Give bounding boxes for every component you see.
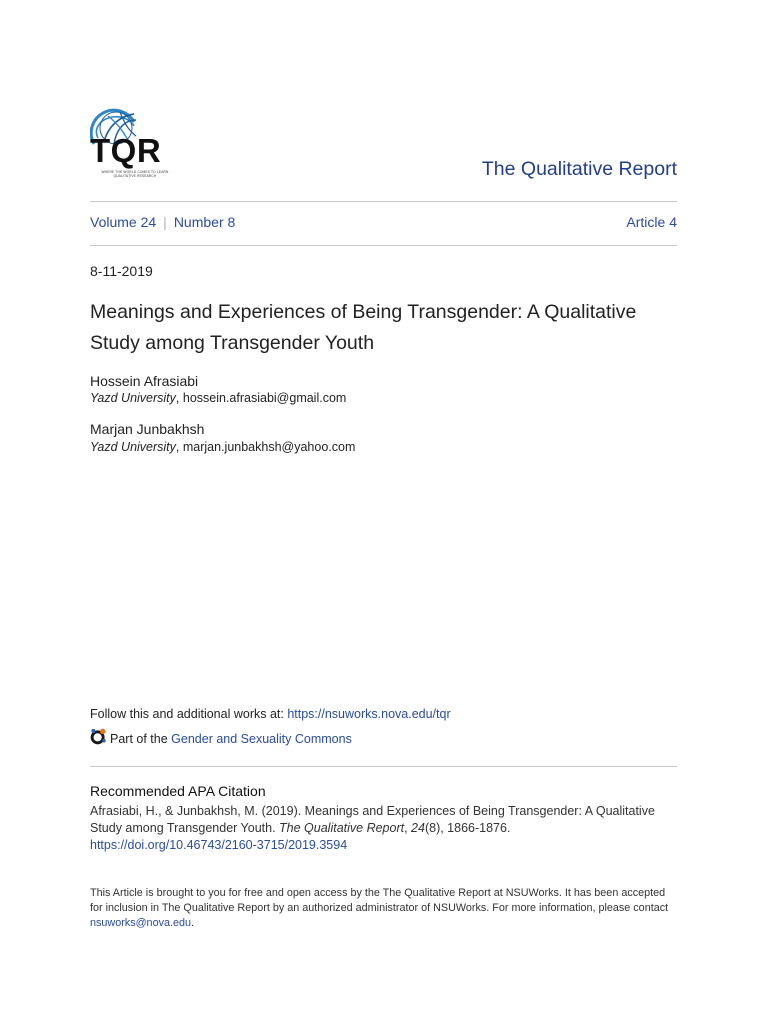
institution: Yazd University [90, 391, 176, 405]
volume-link[interactable]: Volume 24 [90, 214, 157, 230]
citation-text [90, 803, 680, 854]
article-link[interactable]: Article 4 [626, 214, 677, 230]
follow-text: Follow this and additional works at: [90, 707, 288, 721]
meta-separator: | [163, 214, 167, 230]
access-notice [90, 886, 680, 931]
follow-line [90, 707, 451, 721]
citation-pages: (8), 1866-1876. [424, 821, 511, 835]
author-name: Marjan Junbakhsh [90, 421, 205, 437]
citation-separator: , [404, 821, 412, 835]
header-divider [90, 201, 677, 202]
access-notice-end: . [191, 917, 194, 929]
publication-date: 8-11-2019 [90, 263, 153, 279]
institution: Yazd University [90, 440, 176, 454]
commons-network-icon [90, 728, 107, 745]
author-affiliation [90, 440, 355, 454]
meta-divider [90, 245, 677, 246]
journal-title[interactable]: The Qualitative Report [481, 158, 677, 180]
citation-volume: 24 [411, 821, 425, 835]
author-affiliation [90, 391, 346, 405]
part-of-prefix: Part of the [110, 731, 168, 746]
commons-link[interactable]: Gender and Sexuality Commons [171, 731, 352, 746]
collection-link[interactable]: https://nsuworks.nova.edu/tqr [287, 707, 451, 721]
tqr-logo [90, 108, 180, 180]
author-email: , marjan.junbakhsh@yahoo.com [175, 440, 356, 454]
access-notice-text: This Article is brought to you for free and open access by the The Qualitative Report at NSUWorks. It has been accepted for inclusion in The Qualitative Report by an authorized administrator of NSUWorks. For more information, please contact [90, 887, 669, 914]
paper-title: Meanings and Experiences of Being Transgender: A Qualitative Study among Transgender Youth [90, 301, 637, 354]
citation-journal: The Qualitative Report [279, 821, 405, 835]
author-email: , hossein.afrasiabi@gmail.com [175, 391, 347, 405]
issue-meta [90, 214, 677, 230]
logo-tagline: WHERE THE WORLD COMES TO LEARN QUALITATIVE RESEARCH [101, 170, 169, 178]
contact-email-link[interactable]: nsuworks@nova.edu [90, 917, 191, 929]
number-link[interactable]: Number 8 [173, 214, 236, 230]
citation-heading: Recommended APA Citation [90, 783, 266, 799]
logo-wordmark: TQR [90, 132, 162, 169]
author-name: Hossein Afrasiabi [90, 373, 199, 389]
part-of-line [90, 730, 352, 747]
citation-body: Afrasiabi, H., & Junbakhsh, M. (2019). Meanings and Experiences of Being Transgender: A Qualitative Study among Transgender Youth. [90, 804, 655, 835]
citation-divider [90, 766, 677, 767]
doi-link[interactable]: https://doi.org/10.46743/2160-3715/2019.3594 [90, 838, 348, 852]
